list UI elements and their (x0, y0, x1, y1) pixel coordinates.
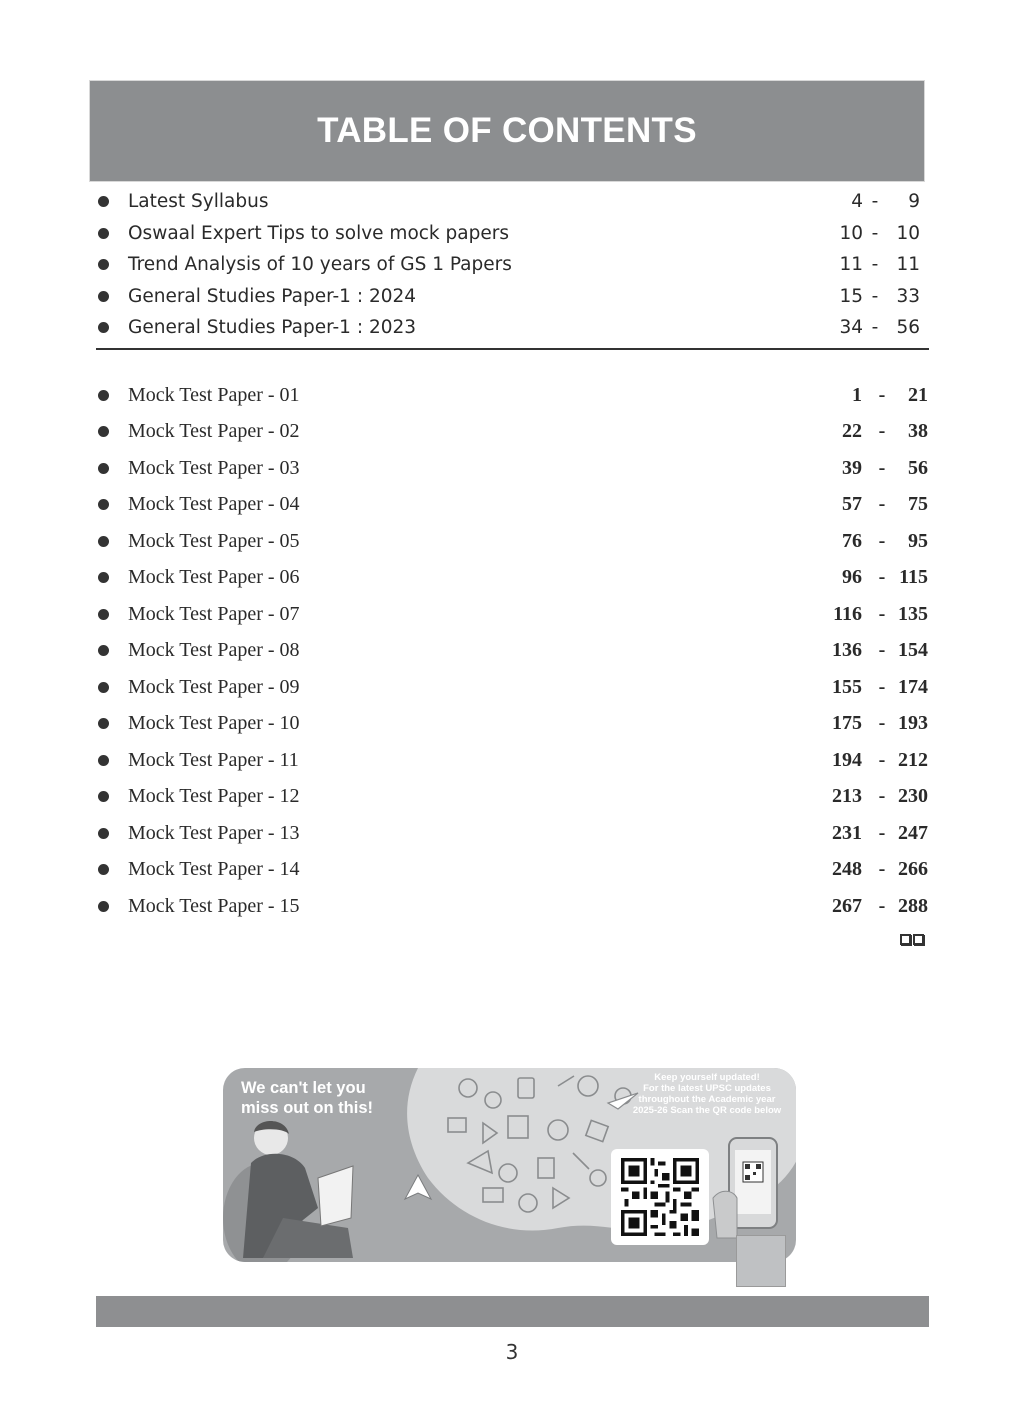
toc-entry-separator: - (878, 420, 886, 443)
toc-entry-start-page: 76 (842, 529, 862, 552)
toc-entry-title: Mock Test Paper - 09 (128, 675, 300, 698)
toc-entry-title: General Studies Paper-1 : 2023 (128, 317, 417, 339)
toc-entry-separator: - (878, 456, 886, 479)
toc-entry-separator: - (871, 191, 879, 213)
bullet-dot-icon (98, 322, 109, 333)
toc-entry-end-page: 21 (908, 383, 928, 406)
promo-banner[interactable] (223, 1068, 796, 1262)
toc-entry[interactable] (96, 706, 929, 743)
banner-note-line: 2025-26 Scan the QR code below (632, 1105, 782, 1116)
bullet-dot-icon (98, 864, 109, 875)
toc-entry-title: General Studies Paper-1 : 2024 (128, 285, 417, 307)
toc-entry-start-page: 39 (842, 456, 862, 479)
paper-plane-icon (403, 1173, 433, 1203)
toc-entry-separator: - (878, 529, 886, 552)
toc-entry-separator: - (878, 821, 886, 844)
toc-entry[interactable] (96, 779, 929, 816)
phone-stand-illustration (736, 1235, 786, 1287)
toc-entry-title: Mock Test Paper - 03 (128, 456, 300, 479)
toc-entry-separator: - (871, 285, 879, 307)
bullet-dot-icon (98, 228, 109, 239)
toc-entry-title: Mock Test Paper - 10 (128, 712, 300, 735)
toc-entry[interactable] (96, 633, 929, 670)
toc-entry[interactable] (96, 414, 929, 451)
toc-entry-end-page: 56 (908, 456, 928, 479)
toc-entry-title: Mock Test Paper - 04 (128, 493, 300, 516)
toc-entry-title: Mock Test Paper - 13 (128, 821, 300, 844)
toc-entry-start-page: 194 (832, 748, 862, 771)
toc-entry-start-page: 22 (842, 420, 862, 443)
bullet-dot-icon (98, 645, 109, 656)
toc-entry-title: Latest Syllabus (128, 191, 269, 213)
toc-entry-separator: - (878, 675, 886, 698)
bullet-dot-icon (98, 901, 109, 912)
toc-entry[interactable] (96, 523, 929, 560)
toc-entry-title: Trend Analysis of 10 years of GS 1 Papers (128, 254, 512, 276)
toc-entry-separator: - (878, 566, 886, 589)
bullet-dot-icon (98, 390, 109, 401)
banner-note-line: Keep yourself updated! (654, 1072, 760, 1083)
toc-entry[interactable] (96, 560, 929, 597)
banner-headline-line: We can't let you (241, 1079, 366, 1097)
footer-bar (96, 1296, 929, 1327)
toc-entry[interactable] (96, 377, 929, 414)
toc-entry-end-page: 154 (898, 639, 928, 662)
toc-entry-end-page: 33 (896, 285, 920, 307)
bullet-dot-icon (98, 718, 109, 729)
bullet-dot-icon (98, 755, 109, 766)
toc-entry-separator: - (878, 712, 886, 735)
toc-entry-separator: - (878, 894, 886, 917)
bullet-dot-icon (98, 572, 109, 583)
toc-entry[interactable] (96, 281, 920, 313)
toc-entry-separator: - (878, 748, 886, 771)
page-title: TABLE OF CONTENTS (317, 111, 697, 150)
toc-entry-end-page: 95 (908, 529, 928, 552)
toc-entry-start-page: 4 (851, 191, 863, 213)
mock-paper-list (96, 377, 929, 925)
toc-entry[interactable] (96, 450, 929, 487)
toc-entry-title: Mock Test Paper - 01 (128, 383, 300, 406)
bullet-dot-icon (98, 536, 109, 547)
bullet-dot-icon (98, 426, 109, 437)
toc-entry-start-page: 155 (832, 675, 862, 698)
toc-entry-separator: - (878, 785, 886, 808)
toc-entry-title: Mock Test Paper - 11 (128, 748, 299, 771)
toc-entry[interactable] (96, 312, 920, 344)
bullet-dot-icon (98, 463, 109, 474)
toc-entry-title: Mock Test Paper - 06 (128, 566, 300, 589)
bullet-dot-icon (98, 196, 109, 207)
bullet-dot-icon (98, 791, 109, 802)
banner-note (623, 1072, 791, 1116)
toc-entry-title: Oswaal Expert Tips to solve mock papers (128, 222, 509, 244)
toc-entry[interactable] (96, 487, 929, 524)
toc-entry-end-page: 212 (898, 748, 928, 771)
toc-entry-end-page: 56 (896, 317, 920, 339)
toc-entry-end-page: 135 (898, 602, 928, 625)
toc-entry-title: Mock Test Paper - 15 (128, 894, 300, 917)
toc-entry[interactable] (96, 742, 929, 779)
toc-entry-start-page: 10 (839, 222, 863, 244)
toc-entry-start-page: 57 (842, 493, 862, 516)
toc-entry-end-page: 174 (898, 675, 928, 698)
toc-entry-separator: - (878, 602, 886, 625)
toc-entry-separator: - (878, 383, 886, 406)
toc-entry-end-page: 115 (899, 566, 928, 589)
qr-code-icon[interactable] (621, 1158, 699, 1236)
toc-entry-separator: - (871, 254, 879, 276)
page-number: 3 (505, 1340, 519, 1364)
toc-entry[interactable] (96, 669, 929, 706)
toc-entry-title: Mock Test Paper - 07 (128, 602, 300, 625)
toc-entry-start-page: 175 (832, 712, 862, 735)
bullet-dot-icon (98, 682, 109, 693)
bullet-dot-icon (98, 609, 109, 620)
contents-header (89, 80, 925, 182)
toc-entry-end-page: 266 (898, 858, 928, 881)
toc-entry-title: Mock Test Paper - 05 (128, 529, 300, 552)
banner-note-line: For the latest UPSC updates (643, 1083, 771, 1094)
toc-entry-end-page: 9 (908, 191, 920, 213)
toc-entry-separator: - (871, 222, 879, 244)
toc-entry-start-page: 15 (839, 285, 863, 307)
toc-entry-start-page: 96 (842, 566, 862, 589)
bullet-dot-icon (98, 291, 109, 302)
toc-entry-start-page: 136 (832, 639, 862, 662)
toc-entry-start-page: 231 (832, 821, 862, 844)
toc-entry-end-page: 288 (898, 894, 928, 917)
toc-entry-separator: - (878, 639, 886, 662)
toc-entry-title: Mock Test Paper - 12 (128, 785, 300, 808)
toc-entry[interactable] (96, 888, 929, 925)
toc-entry-start-page: 213 (832, 785, 862, 808)
toc-entry-title: Mock Test Paper - 02 (128, 420, 300, 443)
toc-entry[interactable] (96, 596, 929, 633)
front-matter-list (96, 186, 920, 344)
bullet-dot-icon (98, 828, 109, 839)
toc-entry-separator: - (871, 317, 879, 339)
toc-entry[interactable] (96, 249, 920, 281)
toc-entry-start-page: 267 (832, 894, 862, 917)
toc-entry-separator: - (878, 858, 886, 881)
toc-entry-start-page: 34 (839, 317, 863, 339)
toc-entry-start-page: 248 (832, 858, 862, 881)
toc-entry-separator: - (878, 493, 886, 516)
bullet-dot-icon (98, 259, 109, 270)
toc-entry-start-page: 116 (833, 602, 862, 625)
toc-entry[interactable] (96, 852, 929, 889)
toc-entry-title: Mock Test Paper - 08 (128, 639, 300, 662)
toc-entry[interactable] (96, 218, 920, 250)
toc-entry-start-page: 1 (852, 383, 862, 406)
banner-note-line: throughout the Academic year (638, 1094, 776, 1105)
qr-code-card[interactable] (611, 1149, 709, 1245)
end-of-section-icon (900, 934, 924, 945)
toc-entry-end-page: 247 (898, 821, 928, 844)
toc-entry-end-page: 10 (896, 222, 920, 244)
student-reading-illustration (223, 1108, 393, 1262)
toc-entry-end-page: 11 (896, 254, 920, 276)
toc-entry[interactable] (96, 186, 920, 218)
banner-headline-line: miss out on this! (241, 1099, 373, 1117)
toc-entry[interactable] (96, 815, 929, 852)
toc-entry-end-page: 193 (898, 712, 928, 735)
toc-entry-end-page: 38 (908, 420, 928, 443)
toc-entry-start-page: 11 (839, 254, 863, 276)
section-divider (96, 348, 929, 350)
toc-entry-end-page: 75 (908, 493, 928, 516)
bullet-dot-icon (98, 499, 109, 510)
toc-entry-title: Mock Test Paper - 14 (128, 858, 300, 881)
toc-entry-end-page: 230 (898, 785, 928, 808)
